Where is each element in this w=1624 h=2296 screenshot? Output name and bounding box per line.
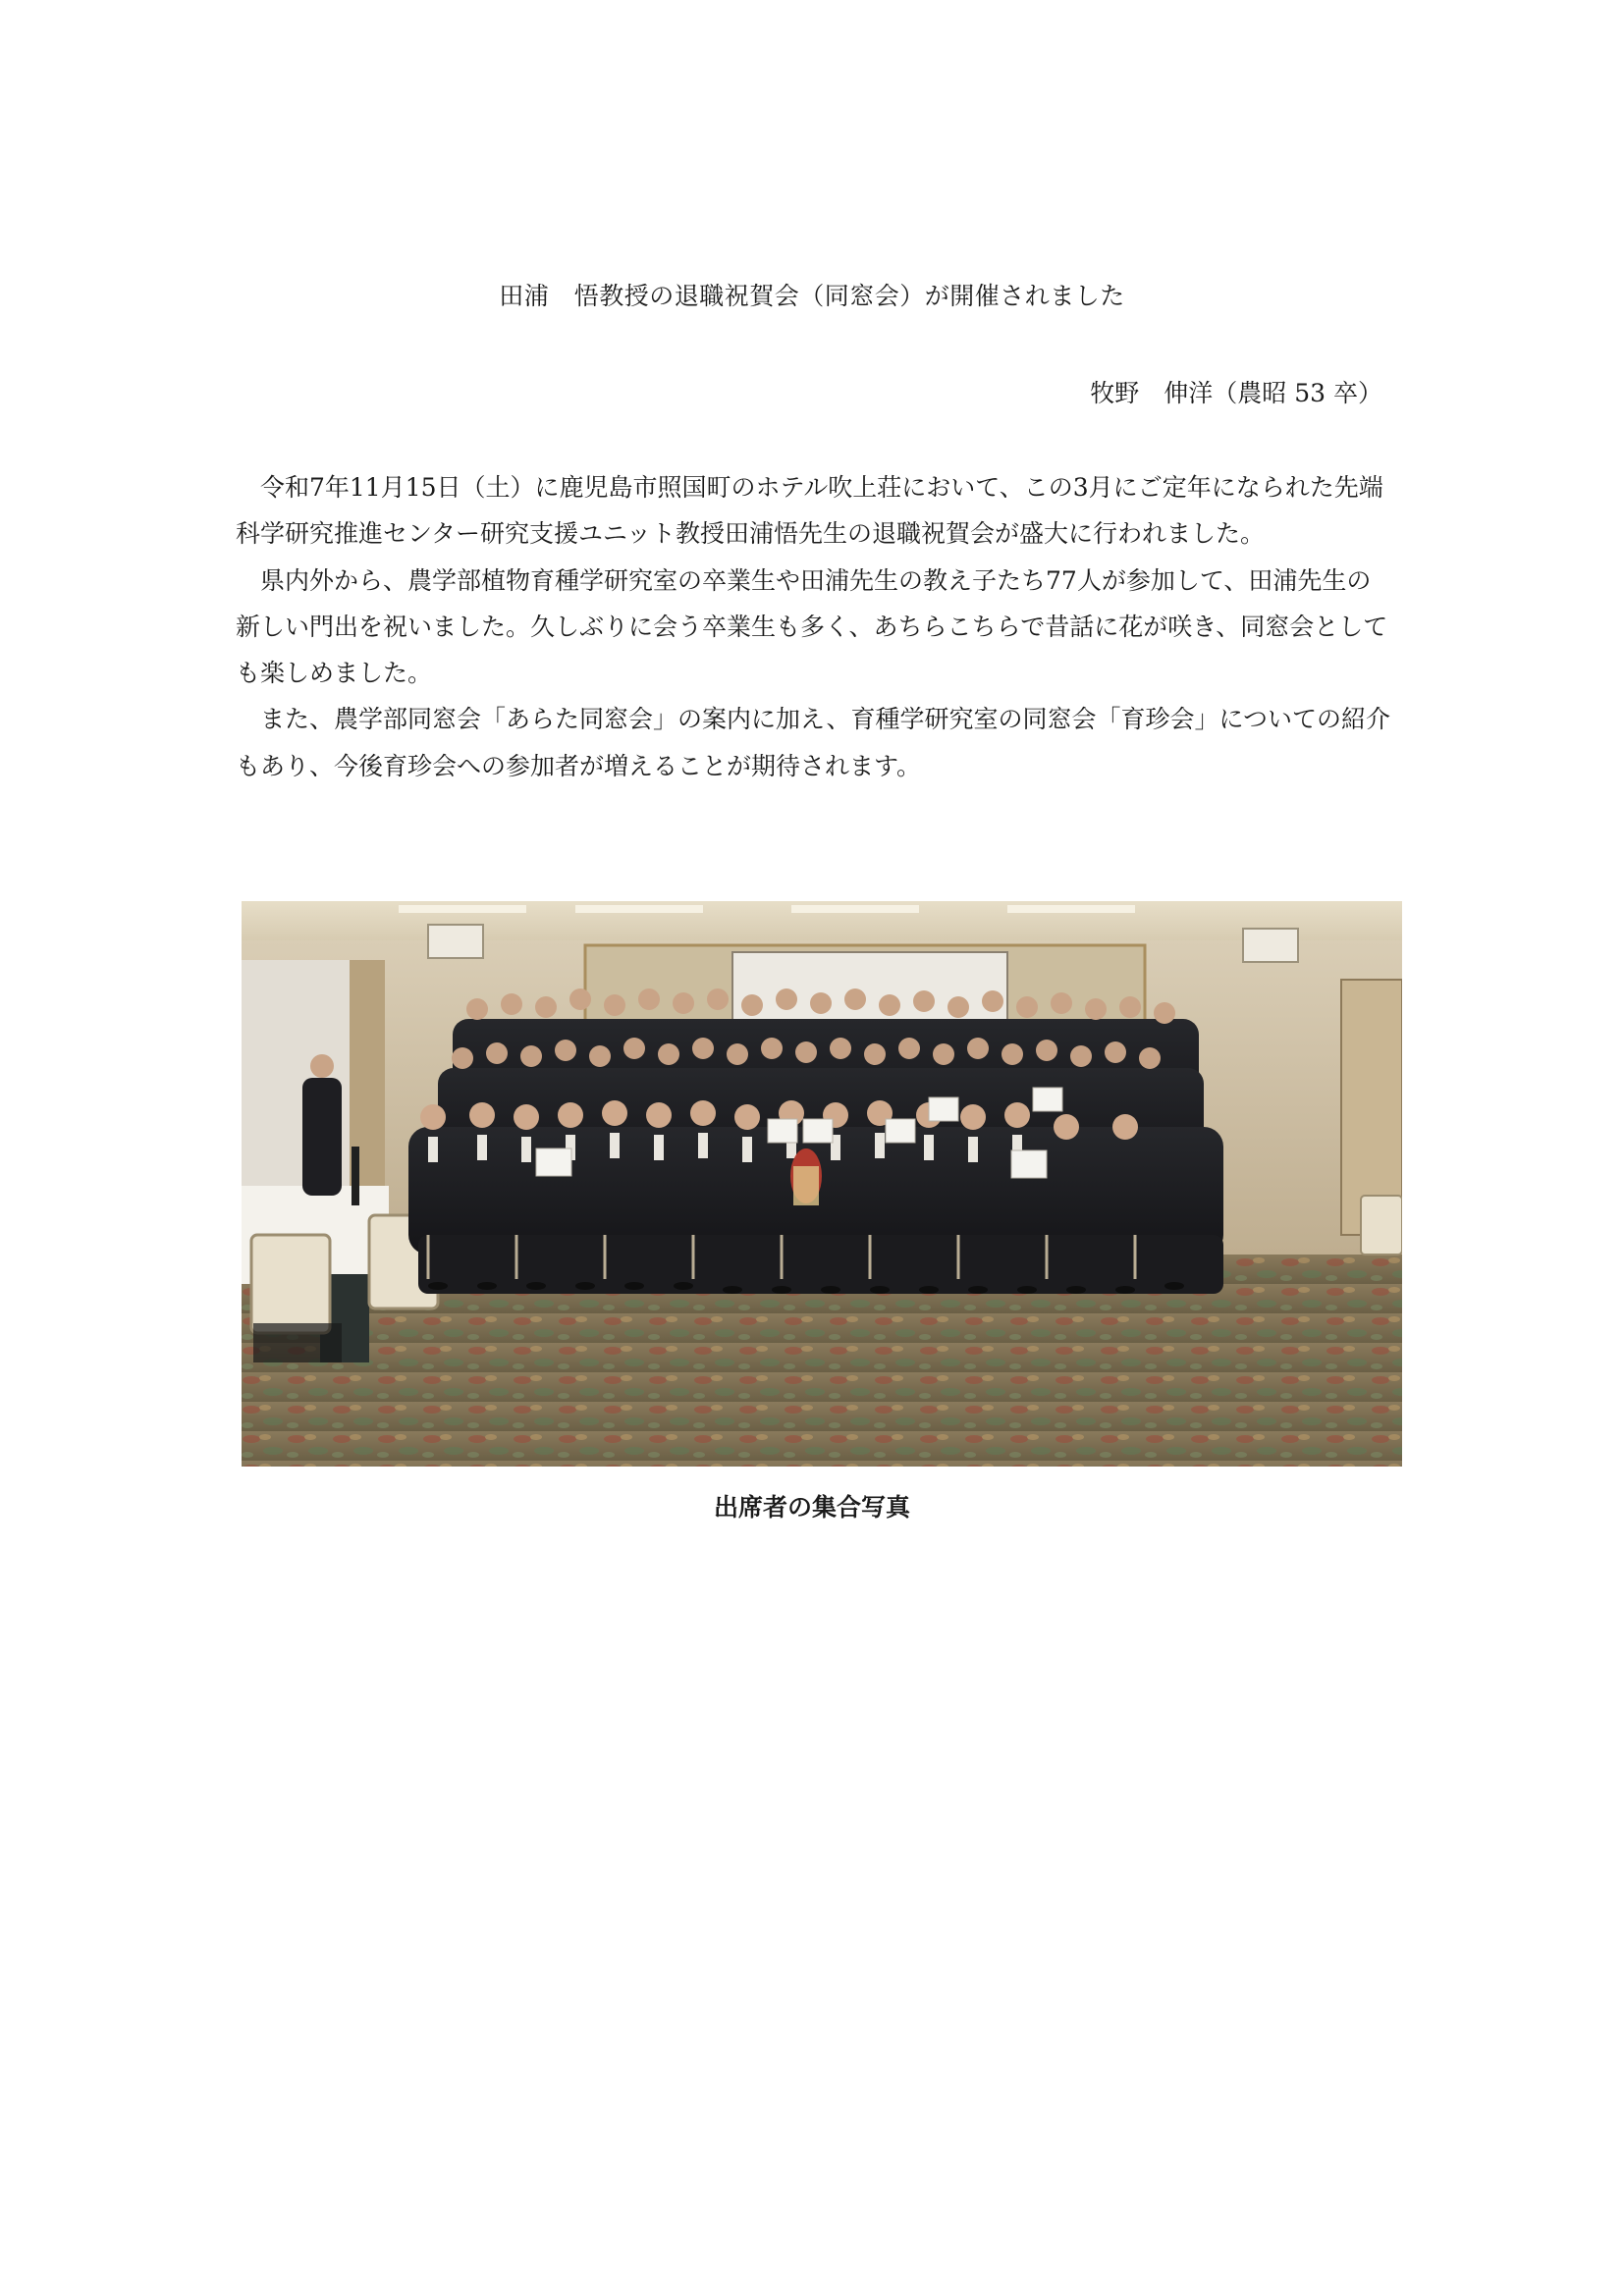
- group-photo-image: [242, 901, 1402, 1467]
- article-body: [236, 464, 1394, 789]
- paragraph-1: 令和7年11月15日（土）に鹿児島市照国町のホテル吹上荘において、この3月にご定年になられた先端科学研究推進センター研究支援ユニット教授田浦悟先生の退職祝賀会が盛大に行われました。: [236, 473, 1383, 549]
- photo-caption: 出席者の集合写真: [713, 1493, 910, 1522]
- article-title: 田浦 悟教授の退職祝賀会（同窓会）が開催されました: [499, 282, 1125, 310]
- group-photo: [242, 901, 1402, 1467]
- author-line: 牧野 伸洋（農昭 53 卒）: [1090, 379, 1382, 407]
- paragraph-2: 県内外から、農学部植物育種学研究室の卒業生や田浦先生の教え子たち77人が参加して、田浦先生の新しい門出を祝いました。久しぶりに会う卒業生も多く、あちらこちらで昔話に花が咲き、同窓会としても楽しめました。: [236, 565, 1388, 688]
- paragraph-3: また、農学部同窓会「あらた同窓会」の案内に加え、育種学研究室の同窓会「育珍会」についての紹介もあり、今後育珍会への参加者が増えることが期待されます。: [236, 705, 1391, 780]
